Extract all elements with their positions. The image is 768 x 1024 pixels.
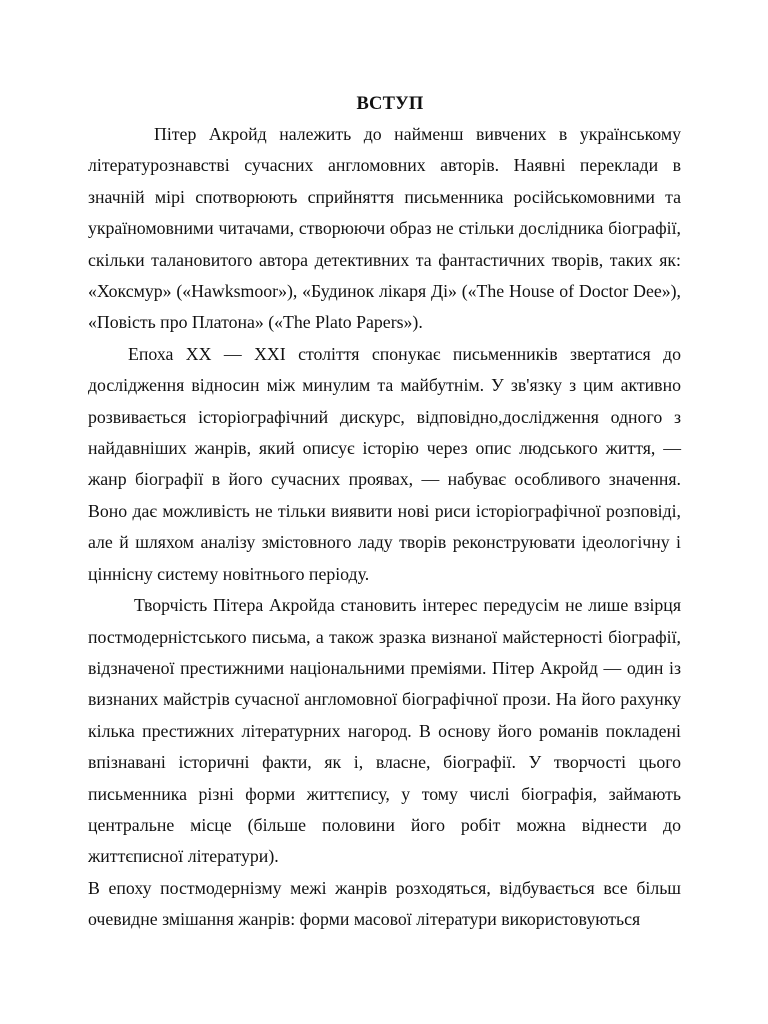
paragraph-2: Епоха ХХ — ХХІ століття спонукає письменників звертатися до дослідження відносин між минулим та майбутнім. У зв'язку з цим активно розвивається історіографічний дискурс, відповідно,дослідження одного з найдавніших жанрів, який описує історію через опис людського життя, — жанр біографії в його сучасних проявах, — набуває особливого значення. Воно дає можливість не тільки виявити нові риси історіографічної розповіді, але й шляхом аналізу змістовного ладу творів реконструювати ідеологічну і ціннісну систему новітнього періоду. [88,343,681,584]
paragraph-3: Творчість Пітера Акройда становить інтерес передусім не лише взірця постмодерністського письма, а також зразка визнаної майстерності біографії, відзначеної престижними національними преміями. Пітер Акройд — один із визнаних майстрів сучасної англомовної біографічної прози. На його рахунку кілька престижних літературних нагород. В основу його романів покладені впізнавані історичні факти, як і, власне, біографії. У творчості цього письменника різні форми життєпису, у тому числі біографія, займають центральне місце (більше половини його робіт можна віднести до життєписної літератури). [88,595,681,867]
paragraph-1: Пітер Акройд належить до найменш вивчених в українському літературознавстві сучасних англомовних авторів. Наявні переклади в значній мірі спотворюють сприйняття письменника російськомовними та україномовними читачами, створюючи образ не стільки дослідника біографії, скільки талановитого автора детективних та фантастичних творів, таких як: «Хоксмур» («Hawksmoor»), «Будинок лікаря Ді» («The House of Doctor Dee»), «Повість про Платона» («The Plato Papers»). [88,124,681,333]
document-heading: ВСТУП [356,94,424,114]
document-body [88,119,681,936]
paragraph-4: В епоху постмодернізму межі жанрів розходяться, відбувається все більш очевидне змішання жанрів: форми масової літератури використовуються [88,877,681,930]
